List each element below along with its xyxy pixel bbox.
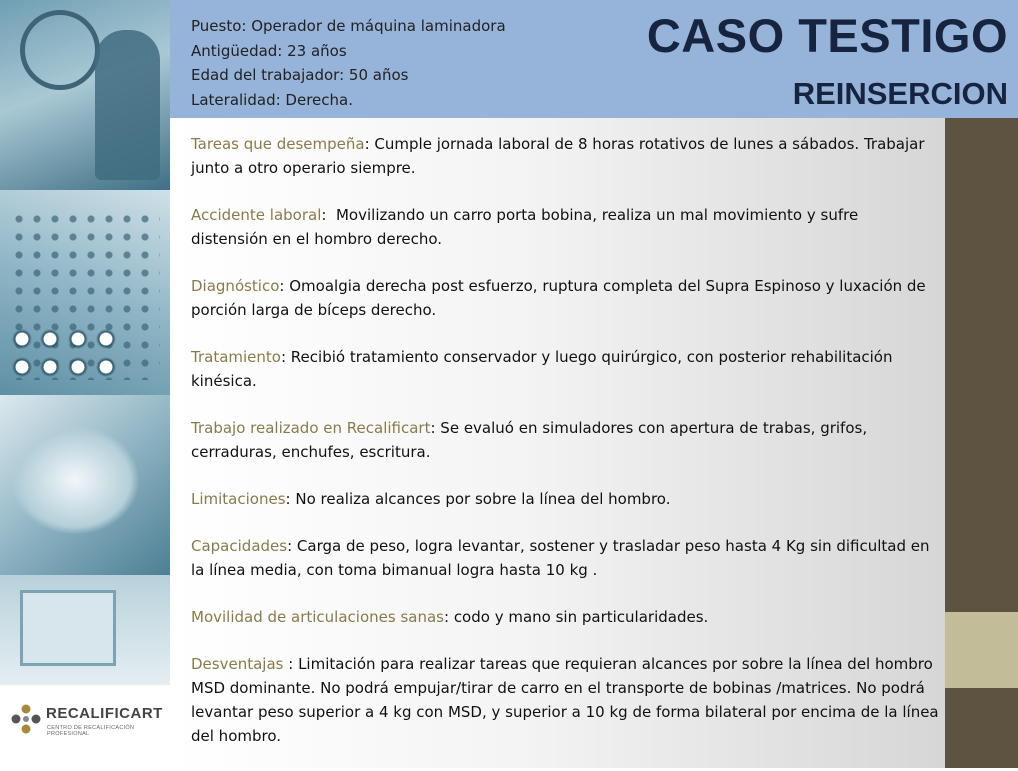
section-tareas xyxy=(191,132,939,180)
photo-peg-board xyxy=(0,190,170,395)
board-holes xyxy=(8,325,118,385)
info-puesto: Puesto: Operador de máquina laminadora xyxy=(191,17,506,35)
section-sep: : xyxy=(288,655,299,673)
recalificart-logo-icon xyxy=(10,703,42,735)
section-label: Capacidades xyxy=(191,537,288,555)
section-text: No realiza alcances por sobre la línea del hombro. xyxy=(295,490,671,508)
machine-wheel xyxy=(20,10,100,90)
photo-work-station xyxy=(0,575,170,685)
work-box xyxy=(20,590,116,666)
logo-tagline: CENTRO DE RECALIFICACIÓN PROFESIONAL xyxy=(47,725,135,737)
section-label: Movilidad de articulaciones sanas xyxy=(191,608,444,626)
section-label: Limitaciones xyxy=(191,490,286,508)
section-text: Se evaluó en simuladores con apertura de trabas, grifos, cerraduras, enchufes, escritura. xyxy=(191,419,868,461)
decor-strip-dark xyxy=(945,118,1018,612)
section-diagnostico xyxy=(191,274,939,322)
photo-operator-machine xyxy=(0,0,170,190)
case-content xyxy=(191,132,939,771)
logo-name: RECALIFICART xyxy=(46,705,163,722)
section-tratamiento xyxy=(191,345,939,393)
section-label: Tratamiento xyxy=(191,348,281,366)
page-subtitle: REINSERCION xyxy=(792,76,1008,111)
case-body xyxy=(170,118,945,768)
section-sep: : xyxy=(430,419,441,437)
decor-strip-dark-bottom xyxy=(945,688,1018,768)
section-text: Recibió tratamiento conservador y luego quirúrgico, con posterior rehabilitación kinésica. xyxy=(191,348,893,390)
section-sep: : xyxy=(280,348,291,366)
info-lateralidad: Lateralidad: Derecha. xyxy=(191,90,353,109)
section-label: Accidente laboral xyxy=(191,206,322,224)
page-title: CASO TESTIGO xyxy=(646,9,1008,62)
logo xyxy=(0,685,170,768)
section-label: Tareas que desempeña xyxy=(191,135,365,153)
section-sep: : xyxy=(285,490,296,508)
section-text: Movilizando un carro porta bobina, realiza un mal movimiento y sufre distensión en el hombro derecho. xyxy=(191,206,859,248)
section-limitaciones xyxy=(191,487,939,511)
decor-strip-light xyxy=(945,612,1018,688)
section-sep: : xyxy=(443,608,454,626)
info-edad: Edad del trabajador: 50 años xyxy=(191,66,409,84)
section-label: Desventajas xyxy=(191,655,289,673)
info-antiguedad: Antigüedad: 23 años xyxy=(191,41,347,60)
hands-figure xyxy=(10,425,140,535)
worker-figure xyxy=(95,30,160,180)
header xyxy=(170,0,1018,118)
section-text: Cumple jornada laboral de 8 horas rotativos de lunes a sábados. Trabajar junto a otro operario siempre. xyxy=(191,135,925,177)
photo-hands-task xyxy=(0,395,170,575)
section-text: Omoalgia derecha post esfuerzo, ruptura completa del Supra Espinoso y luxación de porción larga de bíceps derecho. xyxy=(191,277,926,319)
section-accidente xyxy=(191,203,939,251)
photo-collage xyxy=(0,0,170,768)
section-text: Carga de peso, logra levantar, sostener y trasladar peso hasta 4 Kg sin dificultad en la línea media, con toma bimanual logra hasta 10 kg . xyxy=(191,537,930,579)
section-sep: : xyxy=(321,206,336,224)
section-desventajas xyxy=(191,652,939,748)
section-trabajo xyxy=(191,416,939,464)
section-sep: : xyxy=(364,135,375,153)
section-label: Diagnóstico xyxy=(191,277,280,295)
worker-info xyxy=(191,14,506,112)
section-sep: : xyxy=(279,277,290,295)
section-movilidad xyxy=(191,605,939,629)
section-sep: : xyxy=(287,537,297,555)
section-capacidades xyxy=(191,534,939,582)
section-label: Trabajo realizado en Recalificart xyxy=(191,419,431,437)
section-text: codo y mano sin particularidades. xyxy=(453,608,709,626)
section-text: Limitación para realizar tareas que requieran alcances por sobre la línea del hombro MSD dominante. No podrá empujar/tirar de carro en el transporte de bobinas /matrices. No podrá levantar peso superior a 4 kg con MSD, y superior a 10 kg de forma bilateral por encima de la línea del hombro. xyxy=(191,655,939,745)
